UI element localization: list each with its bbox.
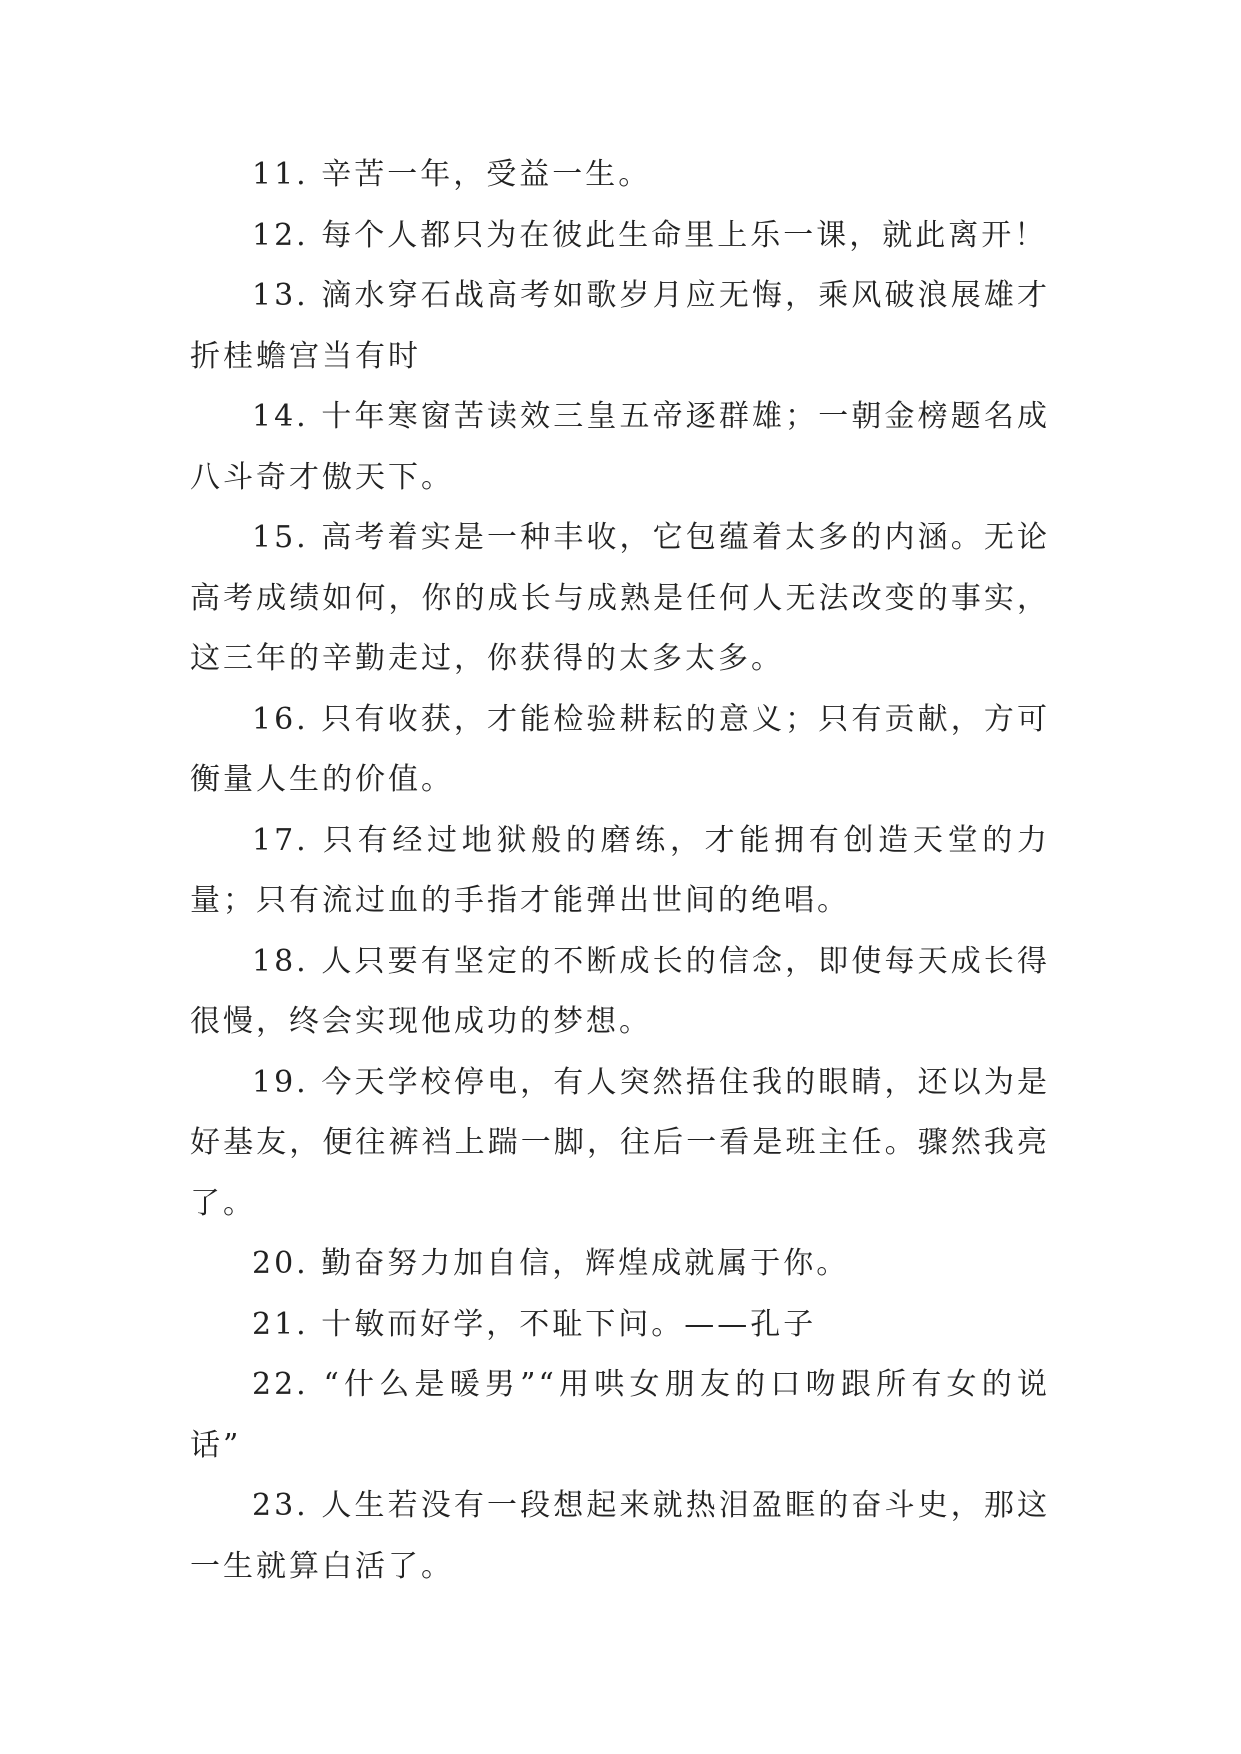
paragraph-14: 14. 十年寒窗苦读效三皇五帝逐群雄；一朝金榜题名成八斗奇才傲天下。 [190, 399, 1050, 495]
paragraph-21: 21. 十敏而好学，不耻下问。——孔子 [252, 1306, 817, 1342]
paragraph-11: 11. 辛苦一年，受益一生。 [252, 157, 652, 192]
paragraph-16: 16. 只有收获，才能检验耕耘的意义；只有贡献，方可衡量人生的价值。 [190, 701, 1050, 797]
document-page [190, 145, 1050, 1597]
paragraph-12: 12. 每个人都只为在彼此生命里上乐一课，就此离开！ [252, 217, 1048, 253]
paragraph-19: 19. 今天学校停电，有人突然捂住我的眼睛，还以为是好基友，便往裤裆上踹一脚，往后一看是班主任。骤然我亮了。 [190, 1064, 1050, 1221]
paragraph-17: 17. 只有经过地狱般的磨练，才能拥有创造天堂的力量；只有流过血的手指才能弹出世间的绝唱。 [190, 822, 1050, 918]
paragraph-23: 23. 人生若没有一段想起来就热泪盈眶的奋斗史，那这一生就算白活了。 [190, 1488, 1050, 1584]
paragraph-13: 13. 滴水穿石战高考如歌岁月应无悔，乘风破浪展雄才折桂蟾宫当有时 [190, 278, 1050, 374]
paragraph-18: 18. 人只要有坚定的不断成长的信念，即使每天成长得很慢，终会实现他成功的梦想。 [190, 943, 1050, 1039]
paragraph-20: 20. 勤奋努力加自信，辉煌成就属于你。 [252, 1246, 850, 1281]
paragraph-15: 15. 高考着实是一种丰收，它包蕴着太多的内涵。无论高考成绩如何，你的成长与成熟是任何人无法改变的事实，这三年的辛勤走过，你获得的太多太多。 [190, 520, 1050, 676]
paragraph-22: 22. “什么是暖男”“用哄女朋友的口吻跟所有女的说话” [190, 1367, 1050, 1463]
